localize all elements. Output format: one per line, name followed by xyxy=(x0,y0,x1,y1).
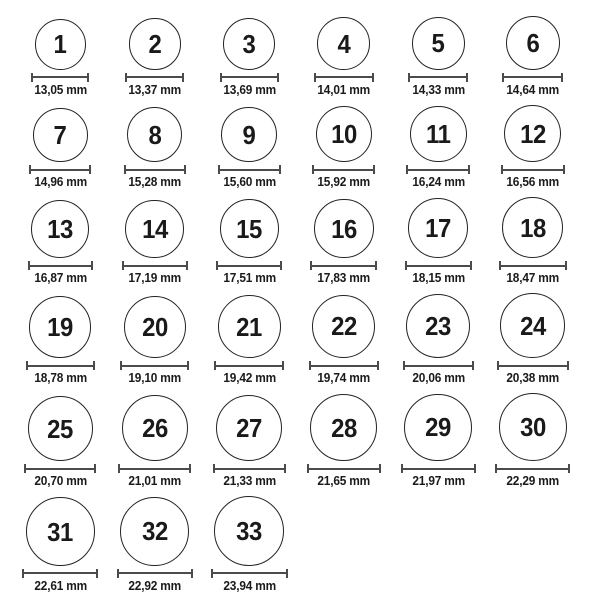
ring-circle xyxy=(500,293,565,358)
ring-size-number: 33 xyxy=(236,516,263,547)
diameter-measure-line xyxy=(28,261,93,270)
ring-size-number: 23 xyxy=(425,311,452,342)
diameter-measure-line xyxy=(309,361,379,370)
diameter-label: 15,28 mm xyxy=(128,175,182,190)
diameter-label: 17,19 mm xyxy=(128,271,182,286)
diameter-measure-line xyxy=(314,73,374,82)
ring-size-number: 2 xyxy=(148,29,162,60)
diameter-measure-line xyxy=(122,261,188,270)
diameter-label: 16,56 mm xyxy=(506,175,560,190)
ring-size-number: 20 xyxy=(141,311,168,342)
diameter-label: 17,83 mm xyxy=(317,271,371,286)
ring-size-item xyxy=(108,107,203,190)
diameter-measure-line xyxy=(403,361,474,370)
ring-size-number: 7 xyxy=(53,120,67,151)
ring-size-number: 5 xyxy=(431,28,445,59)
ring-size-number: 8 xyxy=(148,119,162,150)
ring-size-number: 19 xyxy=(47,312,74,343)
ring-size-number: 3 xyxy=(242,28,256,59)
ring-circle xyxy=(28,396,93,461)
diameter-label: 13,69 mm xyxy=(222,82,276,97)
ring-size-item xyxy=(297,394,392,489)
diameter-measure-line xyxy=(502,73,563,82)
ring-size-row xyxy=(13,496,600,594)
ring-size-item xyxy=(486,16,581,98)
ring-circle xyxy=(221,107,277,163)
diameter-measure-line xyxy=(408,73,468,82)
ring-size-number: 24 xyxy=(519,310,546,341)
diameter-measure-line xyxy=(220,73,279,82)
ring-circle xyxy=(404,394,472,462)
ring-circle xyxy=(129,18,181,70)
diameter-label: 22,61 mm xyxy=(33,578,87,593)
diameter-label: 14,01 mm xyxy=(317,82,371,97)
ring-size-item xyxy=(486,197,581,286)
ring-size-item xyxy=(202,18,297,98)
ring-size-item xyxy=(13,396,108,489)
diameter-label: 14,33 mm xyxy=(411,82,465,97)
ring-size-number: 10 xyxy=(330,119,357,150)
ring-size-item xyxy=(108,395,203,489)
ring-size-number: 13 xyxy=(47,214,74,245)
ring-size-item xyxy=(202,496,297,594)
ring-circle xyxy=(124,296,186,358)
diameter-measure-line xyxy=(213,464,286,473)
ring-size-item xyxy=(13,19,108,98)
ring-size-item xyxy=(13,296,108,386)
diameter-label: 15,60 mm xyxy=(222,175,276,190)
ring-circle xyxy=(220,199,279,258)
diameter-label: 20,38 mm xyxy=(506,371,560,385)
diameter-measure-line xyxy=(401,464,476,473)
ring-circle xyxy=(26,497,95,566)
ring-size-grid xyxy=(13,16,600,594)
ring-size-number: 4 xyxy=(337,28,351,59)
diameter-measure-line xyxy=(499,261,567,270)
ring-size-item xyxy=(108,18,203,98)
ring-size-number: 18 xyxy=(519,212,546,243)
ring-circle xyxy=(218,295,281,358)
diameter-label: 18,47 mm xyxy=(506,271,560,286)
diameter-label: 21,65 mm xyxy=(317,474,371,489)
diameter-label: 18,78 mm xyxy=(33,371,87,385)
diameter-measure-line xyxy=(406,165,470,174)
ring-circle xyxy=(312,295,375,358)
ring-size-item xyxy=(486,293,581,386)
diameter-label: 13,37 mm xyxy=(128,82,182,97)
ring-circle xyxy=(120,497,189,566)
ring-circle xyxy=(310,394,377,461)
diameter-label: 14,64 mm xyxy=(506,82,560,97)
ring-size-number: 26 xyxy=(141,413,168,444)
ring-circle xyxy=(410,106,467,163)
ring-circle xyxy=(316,106,372,162)
ring-size-number: 32 xyxy=(141,516,168,547)
diameter-label: 23,94 mm xyxy=(222,578,276,593)
diameter-measure-line xyxy=(31,73,89,82)
diameter-measure-line xyxy=(495,464,570,473)
ring-size-item xyxy=(202,107,297,191)
diameter-measure-line xyxy=(29,165,91,174)
diameter-label: 15,92 mm xyxy=(317,175,371,190)
ring-size-number: 12 xyxy=(519,118,546,149)
ring-circle xyxy=(127,107,182,162)
ring-circle xyxy=(216,395,282,461)
diameter-measure-line xyxy=(312,165,375,174)
ring-size-item xyxy=(13,200,108,286)
ring-size-number: 22 xyxy=(330,311,357,342)
ring-circle xyxy=(502,197,563,258)
diameter-measure-line xyxy=(26,361,95,370)
ring-size-number: 9 xyxy=(242,119,256,150)
ring-size-item xyxy=(391,294,486,386)
ring-size-number: 29 xyxy=(425,412,452,443)
ring-circle xyxy=(499,393,567,461)
ring-size-item xyxy=(391,17,486,98)
ring-size-item xyxy=(13,497,108,594)
diameter-label: 13,05 mm xyxy=(33,82,87,97)
diameter-label: 21,01 mm xyxy=(128,474,182,489)
diameter-label: 19,74 mm xyxy=(317,371,371,385)
diameter-measure-line xyxy=(120,361,189,370)
ring-circle xyxy=(214,496,284,566)
ring-circle xyxy=(223,18,275,70)
diameter-label: 18,15 mm xyxy=(411,271,465,286)
ring-size-number: 31 xyxy=(47,516,74,547)
diameter-label: 19,42 mm xyxy=(222,371,276,385)
diameter-label: 21,97 mm xyxy=(411,474,465,489)
ring-size-row xyxy=(13,105,600,190)
ring-size-number: 1 xyxy=(53,29,67,60)
ring-size-row xyxy=(13,197,600,286)
diameter-label: 16,87 mm xyxy=(33,271,87,286)
diameter-label: 21,33 mm xyxy=(222,474,276,489)
diameter-label: 14,96 mm xyxy=(33,175,87,190)
ring-circle xyxy=(408,198,468,258)
ring-circle xyxy=(504,105,561,162)
ring-size-number: 16 xyxy=(330,213,357,244)
diameter-measure-line xyxy=(124,165,186,174)
diameter-measure-line xyxy=(216,261,282,270)
diameter-measure-line xyxy=(117,569,193,578)
ring-circle xyxy=(317,17,370,70)
diameter-measure-line xyxy=(501,165,565,174)
diameter-measure-line xyxy=(22,569,98,578)
ring-size-number: 15 xyxy=(236,213,263,244)
diameter-label: 16,24 mm xyxy=(411,175,465,190)
ring-size-item xyxy=(13,108,108,191)
diameter-measure-line xyxy=(118,464,191,473)
diameter-measure-line xyxy=(497,361,569,370)
ring-size-item xyxy=(202,395,297,489)
diameter-label: 22,29 mm xyxy=(506,474,560,489)
ring-size-item xyxy=(391,394,486,490)
diameter-measure-line xyxy=(214,361,284,370)
ring-size-item xyxy=(486,105,581,190)
ring-circle xyxy=(412,17,465,70)
ring-size-number: 21 xyxy=(236,311,263,342)
ring-size-item xyxy=(486,393,581,489)
ring-circle xyxy=(506,16,560,70)
ring-size-item xyxy=(297,17,392,98)
ring-size-number: 28 xyxy=(330,412,357,443)
ring-size-item xyxy=(108,296,203,386)
ring-circle xyxy=(122,395,188,461)
ring-size-row xyxy=(13,293,600,386)
diameter-measure-line xyxy=(125,73,184,82)
diameter-label: 19,10 mm xyxy=(128,371,182,385)
ring-size-item xyxy=(202,199,297,286)
ring-size-row xyxy=(13,16,600,98)
ring-circle xyxy=(125,200,184,259)
diameter-label: 20,70 mm xyxy=(33,474,87,489)
ring-circle xyxy=(29,296,91,358)
ring-size-number: 6 xyxy=(526,27,540,58)
diameter-measure-line xyxy=(310,261,377,270)
ring-size-item xyxy=(391,106,486,191)
diameter-measure-line xyxy=(211,569,288,578)
ring-size-item xyxy=(297,199,392,287)
diameter-label: 22,92 mm xyxy=(128,578,182,593)
diameter-measure-line xyxy=(307,464,381,473)
diameter-measure-line xyxy=(405,261,472,270)
ring-size-number: 30 xyxy=(519,412,546,443)
ring-size-item xyxy=(297,295,392,386)
ring-circle xyxy=(314,199,374,259)
diameter-measure-line xyxy=(218,165,281,174)
diameter-label: 17,51 mm xyxy=(222,271,276,286)
ring-circle xyxy=(35,19,86,70)
ring-size-item xyxy=(297,106,392,190)
ring-size-number: 14 xyxy=(141,214,168,245)
ring-size-item xyxy=(391,198,486,286)
ring-size-item xyxy=(108,497,203,594)
ring-size-item xyxy=(202,295,297,386)
ring-size-number: 11 xyxy=(426,118,451,149)
ring-size-item xyxy=(108,200,203,287)
ring-size-row xyxy=(13,393,600,489)
ring-circle xyxy=(406,294,470,358)
diameter-label: 20,06 mm xyxy=(411,371,465,385)
diameter-measure-line xyxy=(24,464,96,473)
ring-size-number: 27 xyxy=(236,412,263,443)
ring-size-number: 25 xyxy=(47,413,74,444)
ring-circle xyxy=(31,200,89,258)
ring-circle xyxy=(33,108,88,163)
ring-size-number: 17 xyxy=(425,213,452,244)
